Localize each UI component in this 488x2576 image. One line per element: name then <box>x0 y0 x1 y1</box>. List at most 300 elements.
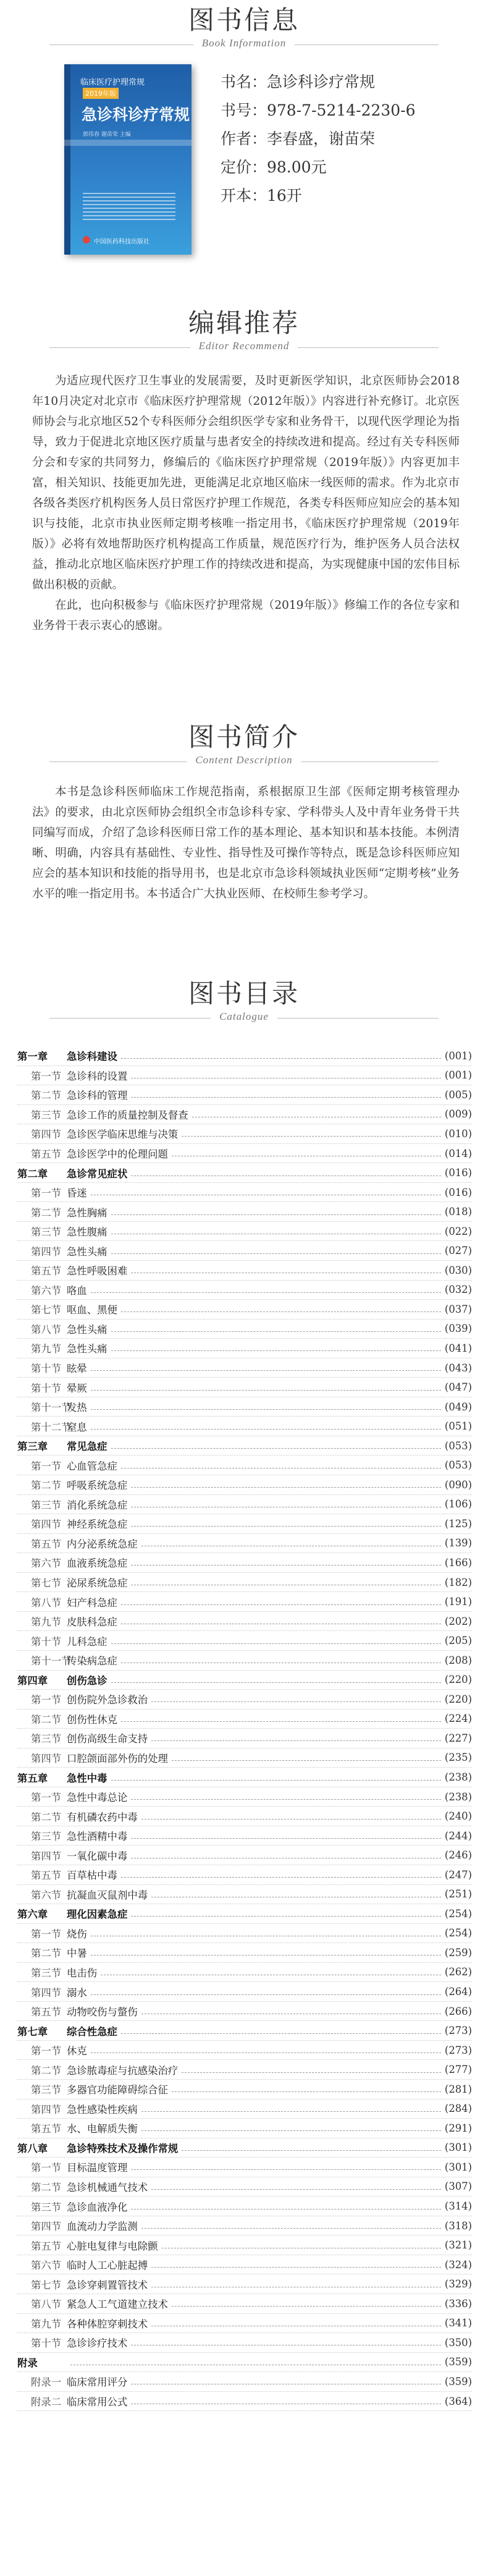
toc-page-number: (032) <box>444 1284 472 1296</box>
toc-page-number: (018) <box>444 1206 472 1218</box>
toc-number: 第六节 <box>31 1557 62 1570</box>
toc-number: 附录一 <box>31 2376 62 2389</box>
toc-number: 第四节 <box>31 1986 62 1999</box>
toc-number: 第一节 <box>31 1792 62 1804</box>
toc-number: 第五节 <box>31 2006 62 2019</box>
info-author: 作者：李春盛，谢苗荣 <box>221 130 376 148</box>
toc-number: 第五节 <box>31 1265 62 1277</box>
catalogue-header <box>0 980 488 1028</box>
toc-leader <box>111 1233 441 1234</box>
toc-leader <box>131 2169 441 2170</box>
content-title: 图书简介 <box>188 722 300 752</box>
toc-section-row <box>17 1807 472 1826</box>
toc-section-row <box>17 1202 472 1222</box>
toc-number: 第五节 <box>31 1538 62 1550</box>
toc-section-row <box>17 1845 472 1865</box>
toc-page-number: (227) <box>444 1732 472 1744</box>
toc-page-number: (254) <box>444 1927 472 1939</box>
toc-number: 第六节 <box>31 2260 62 2272</box>
book-info-subtitle: Book Information <box>201 37 287 49</box>
toc-leader <box>91 1428 441 1430</box>
toc-title: 急诊特殊技术及操作常规 <box>67 2142 179 2154</box>
toc-section-row <box>17 2099 472 2119</box>
toc-page-number: (139) <box>444 1537 472 1549</box>
toc-section-row <box>17 1281 472 1300</box>
toc-section-row <box>17 2235 472 2255</box>
toc-section-row <box>17 1553 472 1573</box>
toc-page-number: (291) <box>444 2122 472 2134</box>
toc-leader <box>121 1604 441 1605</box>
toc-chapter-row <box>17 1163 472 1183</box>
toc-page-number: (014) <box>444 1147 472 1159</box>
toc-leader <box>111 1331 441 1332</box>
toc-leader <box>91 1935 441 1936</box>
toc-leader <box>151 2266 441 2268</box>
toc-number: 第四节 <box>31 1519 62 1531</box>
toc-leader <box>121 1057 441 1059</box>
toc-title: 儿科急症 <box>67 1635 107 1648</box>
toc-chapter-row <box>17 1768 472 1787</box>
toc-chapter-row <box>17 1046 472 1066</box>
toc-leader <box>111 1350 441 1351</box>
toc-page-number: (277) <box>444 2064 472 2076</box>
toc-page-number: (182) <box>444 1576 472 1588</box>
toc-page-number: (106) <box>444 1498 472 1510</box>
toc-title: 心血管急症 <box>67 1460 117 1472</box>
toc-title: 急诊科的管理 <box>67 1090 128 1102</box>
toc-number: 第十二节 <box>31 1421 72 1433</box>
toc-leader <box>131 1506 441 1507</box>
toc-number: 第五节 <box>31 2240 62 2252</box>
toc-number: 第二节 <box>31 2064 62 2077</box>
editor-header <box>0 309 488 357</box>
toc-number: 第三节 <box>31 1967 62 1979</box>
toc-section-row <box>17 2294 472 2314</box>
toc-page-number: (264) <box>444 1986 472 1998</box>
toc-leader <box>131 1525 441 1527</box>
toc-section-row <box>17 1943 472 1963</box>
toc-section-row <box>17 1300 472 1320</box>
toc-number: 第六章 <box>17 1909 48 1921</box>
toc-page-number: (037) <box>444 1303 472 1315</box>
toc-page-number: (224) <box>444 1713 472 1725</box>
cover-authors: 郭伟春 谢苗荣 主编 <box>83 132 131 138</box>
book-info-list <box>221 68 416 210</box>
toc-section-row <box>17 1455 472 1475</box>
toc-section-row <box>17 1748 472 1768</box>
toc-number: 第三节 <box>31 1733 62 1745</box>
toc-page-number: (027) <box>444 1245 472 1257</box>
toc-leader <box>141 2130 441 2131</box>
toc-chapter-row <box>17 1436 472 1456</box>
toc-page-number: (053) <box>444 1439 472 1452</box>
cover-series: 临床医疗护理常规 <box>80 78 145 87</box>
toc-leader <box>182 1135 441 1137</box>
toc-title: 临时人工心脏起搏 <box>67 2260 148 2272</box>
toc-leader <box>141 2013 441 2014</box>
toc-section-row <box>17 1690 472 1710</box>
toc-section-row <box>17 1085 472 1105</box>
toc-number: 第十节 <box>31 2337 62 2350</box>
toc-leader <box>131 1799 441 1800</box>
toc-page-number: (301) <box>444 2161 472 2173</box>
toc-title: 急性呼吸困难 <box>67 1265 128 1277</box>
toc-title: 创伤院外急诊救治 <box>67 1694 148 1706</box>
content-subtitle: Content Description <box>195 754 293 766</box>
toc-section-row <box>17 1222 472 1242</box>
toc-page-number: (016) <box>444 1186 472 1198</box>
cover-title: 急诊科诊疗常规 <box>82 106 190 124</box>
toc-number: 第二节 <box>31 1947 62 1960</box>
toc-title: 晕厥 <box>67 1382 87 1394</box>
toc-page-number: (301) <box>444 2142 472 2154</box>
toc-leader <box>131 1837 441 1839</box>
toc-leader <box>172 1155 441 1156</box>
toc-number: 第一章 <box>17 1051 48 1063</box>
toc-page-number: (254) <box>444 1907 472 1920</box>
toc-page-number: (359) <box>444 2356 472 2368</box>
toc-section-row <box>17 1495 472 1515</box>
toc-leader <box>111 1214 441 1215</box>
toc-section-row <box>17 2060 472 2080</box>
info-format: 开本：16开 <box>221 187 302 205</box>
toc-leader <box>151 1896 441 1897</box>
toc-number: 第四节 <box>31 1850 62 1862</box>
toc-section-row <box>17 2314 472 2334</box>
toc-leader <box>131 2383 441 2384</box>
editor-recommend-text <box>32 371 460 636</box>
info-title: 书名：急诊科诊疗常规 <box>221 73 376 91</box>
toc-number: 附录 <box>17 2357 38 2369</box>
toc-number: 第九节 <box>31 1343 62 1355</box>
toc-title: 水、电解质失衡 <box>67 2123 138 2135</box>
toc-leader <box>172 2091 441 2092</box>
toc-title: 神经系统急症 <box>67 1519 128 1531</box>
toc-page-number: (010) <box>444 1127 472 1140</box>
toc-number: 第一节 <box>31 1070 62 1082</box>
toc-leader <box>151 1701 441 1702</box>
toc-page-number: (043) <box>444 1362 472 1374</box>
toc-section-row <box>17 2158 472 2177</box>
toc-number: 第七章 <box>17 2025 48 2038</box>
toc-title: 理化因素急症 <box>67 1909 128 1921</box>
toc-page-number: (318) <box>444 2219 472 2232</box>
toc-number: 第八节 <box>31 1323 62 1336</box>
toc-number: 第四节 <box>31 1129 62 1141</box>
info-isbn: 书号：978-7-5214-2230-6 <box>221 101 416 119</box>
toc-title: 急诊科的设置 <box>67 1070 128 1082</box>
catalogue-subtitle: Catalogue <box>219 1010 269 1023</box>
toc-number: 第三节 <box>31 1831 62 1843</box>
toc-section-row <box>17 2177 472 2197</box>
toc-chapter-row <box>17 1904 472 1924</box>
toc-title: 临床常用公式 <box>67 2396 128 2408</box>
toc-number: 第四节 <box>31 1752 62 1765</box>
toc-title: 咯血 <box>67 1284 87 1297</box>
toc-title: 血液系统急症 <box>67 1557 128 1570</box>
toc-leader <box>121 1623 441 1624</box>
toc-title: 急诊诊疗技术 <box>67 2337 128 2350</box>
toc-page-number: (053) <box>444 1459 472 1472</box>
toc-number: 第五节 <box>31 1148 62 1160</box>
toc-title: 泌尿系统急症 <box>67 1577 128 1590</box>
toc-number: 第二章 <box>17 1167 48 1180</box>
toc-page-number: (202) <box>444 1615 472 1627</box>
toc-title: 急性腹痛 <box>67 1226 107 1239</box>
book-info-header <box>0 6 488 54</box>
toc-page-number: (329) <box>444 2278 472 2290</box>
toc-title: 多器官功能障碍综合征 <box>67 2084 168 2096</box>
toc-section-row <box>17 2197 472 2216</box>
toc-title: 有机磷农药中毒 <box>67 1811 138 1823</box>
toc-section-row <box>17 2274 472 2294</box>
toc-leader <box>121 2033 441 2034</box>
toc-number: 第八节 <box>31 1596 62 1609</box>
toc-number: 第七节 <box>31 2279 62 2291</box>
toc-number: 附录二 <box>31 2396 62 2408</box>
cover-edition-badge: 2019年版 <box>83 88 119 99</box>
toc-number: 第十节 <box>31 1635 62 1648</box>
toc-section-row <box>17 1885 472 1905</box>
toc-title: 一氧化碳中毒 <box>67 1850 128 1862</box>
toc-title: 烧伤 <box>67 1928 87 1940</box>
toc-title: 传染病急症 <box>67 1655 117 1667</box>
content-description-text <box>32 782 460 904</box>
toc-leader <box>91 1292 441 1293</box>
toc-title: 急性头痛 <box>67 1343 107 1355</box>
toc-page-number: (016) <box>444 1167 472 1179</box>
toc-leader <box>121 1876 441 1878</box>
toc-number: 第一节 <box>31 2045 62 2057</box>
toc-page-number: (090) <box>444 1478 472 1491</box>
toc-section-row <box>17 1651 472 1671</box>
toc-leader <box>131 2344 441 2345</box>
toc-title: 急诊穿刺置管技术 <box>67 2279 148 2291</box>
content-header <box>0 723 488 771</box>
toc-title: 急诊血液净化 <box>67 2201 128 2213</box>
toc-number: 第一节 <box>31 1694 62 1706</box>
toc-leader <box>121 1467 441 1468</box>
toc-page-number: (246) <box>444 1849 472 1862</box>
toc-leader <box>141 2111 441 2112</box>
toc-title: 心脏电复律与电除颤 <box>67 2240 158 2252</box>
toc-number: 第一节 <box>31 1928 62 1940</box>
cover-publisher: 中国医药科技出版社 <box>94 239 149 245</box>
toc-section-row <box>17 2333 472 2353</box>
toc-section-row <box>17 1358 472 1378</box>
toc-leader <box>91 2052 441 2053</box>
toc-page-number: (191) <box>444 1596 472 1608</box>
toc-section-row <box>17 2392 472 2412</box>
toc-leader <box>111 1779 441 1781</box>
toc-page-number: (166) <box>444 1556 472 1569</box>
toc-section-row <box>17 2372 472 2392</box>
toc-section-row <box>17 1787 472 1807</box>
toc-leader <box>91 1194 441 1195</box>
toc-page-number: (336) <box>444 2297 472 2310</box>
toc-leader <box>121 1721 441 1722</box>
toc-title: 昏迷 <box>67 1187 87 1200</box>
toc-section-row <box>17 1924 472 1944</box>
toc-number: 第二节 <box>31 1090 62 1102</box>
toc-page-number: (240) <box>444 1810 472 1823</box>
toc-leader <box>111 1253 441 1254</box>
table-of-contents <box>17 1046 472 2411</box>
toc-page-number: (030) <box>444 1264 472 1276</box>
toc-leader <box>151 1740 441 1741</box>
book-info-title: 图书信息 <box>188 5 300 35</box>
toc-number: 第二节 <box>31 1713 62 1726</box>
toc-page-number: (244) <box>444 1829 472 1842</box>
toc-page-number: (238) <box>444 1790 472 1803</box>
toc-section-row <box>17 1592 472 1612</box>
toc-leader <box>141 1818 441 1820</box>
toc-section-row <box>17 1475 472 1495</box>
toc-title: 百草枯中毒 <box>67 1870 117 1882</box>
toc-section-row <box>17 1514 472 1534</box>
toc-section-row <box>17 2002 472 2022</box>
toc-number: 第一节 <box>31 1460 62 1472</box>
toc-section-row <box>17 1320 472 1339</box>
toc-number: 第五节 <box>31 2123 62 2135</box>
toc-title: 急性酒精中毒 <box>67 1831 128 1843</box>
toc-section-row <box>17 1378 472 1397</box>
toc-leader <box>111 1682 441 1683</box>
toc-section-row <box>17 2119 472 2138</box>
toc-title: 急诊机械通气技术 <box>67 2181 148 2193</box>
toc-number: 第四节 <box>31 1245 62 1258</box>
toc-page-number: (359) <box>444 2375 472 2387</box>
toc-number: 第十节 <box>31 1382 62 1394</box>
toc-section-row <box>17 1417 472 1436</box>
toc-leader <box>182 2072 441 2073</box>
toc-section-row <box>17 1631 472 1651</box>
book-cover-image <box>64 64 191 255</box>
toc-page-number: (284) <box>444 2103 472 2115</box>
toc-title: 急诊医学临床思维与决策 <box>67 1129 179 1141</box>
toc-leader <box>121 1311 441 1312</box>
toc-page-number: (235) <box>444 1752 472 1764</box>
toc-page-number: (009) <box>444 1108 472 1121</box>
toc-leader <box>131 1096 441 1098</box>
toc-page-number: (273) <box>444 2044 472 2056</box>
toc-title: 呕血、黑便 <box>67 1304 117 1316</box>
toc-leader <box>91 1994 441 1995</box>
toc-number: 第六节 <box>31 1284 62 1297</box>
toc-title: 发热 <box>67 1402 87 1414</box>
toc-title: 创伤急诊 <box>67 1674 107 1687</box>
toc-leader <box>131 1077 441 1078</box>
toc-page-number: (005) <box>444 1088 472 1101</box>
toc-page-number: (341) <box>444 2317 472 2329</box>
paragraph: 为适应现代医疗卫生事业的发展需要，及时更新医学知识，北京医师协会2018年10月决定对北京市《临床医疗护理常规（2012年版）》内容进行补充修订。北京医师协会与北京地区52个专科医师分会组织医学专家和业务骨干，以现代医学理论为指导，致力于促进北京地区医疗质量与患者安全的持续改进和提高。经过有关专科医师分会和专家的共同努力，修编后的《临床医疗护理常规（2019年版）》内容更加丰富，相关知识、技能更加先进，更能满足北京地区临床一线医师的需求。作为北京市各级各类医疗机构医务人员日常医疗护理工作规范，各类专科医师应知应会的基本知识与技能，北京市执业医师定期考核唯一指定用书，《临床医疗护理常规（2019年版）》必将有效地帮助医疗机构提高工作质量，规范医疗行为，维护医务人员合法权益，推动北京地区临床医疗护理工作的持续改进和提高，为实现健康中国的宏伟目标做出积极的贡献。 <box>32 375 460 591</box>
toc-leader <box>91 1409 441 1410</box>
toc-number: 第七节 <box>31 1304 62 1316</box>
toc-leader <box>182 2150 441 2151</box>
toc-title: 内分泌系统急症 <box>67 1538 138 1550</box>
toc-section-row <box>17 1105 472 1125</box>
toc-page-number: (314) <box>444 2200 472 2213</box>
toc-page-number: (262) <box>444 1966 472 1978</box>
toc-title: 急性中毒总论 <box>67 1792 128 1804</box>
toc-page-number: (259) <box>444 1946 472 1959</box>
toc-number: 第四章 <box>17 1674 48 1687</box>
toc-section-row <box>17 1183 472 1203</box>
toc-leader <box>131 2208 441 2210</box>
toc-title: 中暑 <box>67 1947 87 1960</box>
toc-page-number: (324) <box>444 2258 472 2271</box>
toc-section-row <box>17 1612 472 1632</box>
toc-number: 第一节 <box>31 2162 62 2174</box>
toc-chapter-row <box>17 2353 472 2373</box>
toc-page-number: (251) <box>444 1888 472 1900</box>
toc-title: 急性胸痛 <box>67 1206 107 1219</box>
toc-section-row <box>17 1397 472 1417</box>
toc-leader <box>111 1643 441 1644</box>
toc-leader <box>151 2286 441 2287</box>
toc-section-row <box>17 1339 472 1358</box>
toc-section-row <box>17 2080 472 2099</box>
toc-section-row <box>17 1241 472 1261</box>
toc-leader <box>172 1760 441 1761</box>
toc-page-number: (238) <box>444 1771 472 1783</box>
toc-page-number: (307) <box>444 2180 472 2193</box>
toc-number: 第七节 <box>31 1577 62 1590</box>
toc-page-number: (022) <box>444 1225 472 1237</box>
toc-number: 第十一节 <box>31 1655 72 1667</box>
toc-number: 第四节 <box>31 2103 62 2116</box>
toc-leader <box>131 1564 441 1566</box>
toc-title: 呼吸系统急症 <box>67 1480 128 1492</box>
toc-title: 眩晕 <box>67 1363 87 1375</box>
toc-leader <box>131 1175 441 1176</box>
editor-subtitle: Editor Recommend <box>198 340 290 352</box>
toc-number: 第九节 <box>31 2318 62 2330</box>
toc-page-number: (047) <box>444 1381 472 1394</box>
toc-page-number: (001) <box>444 1049 472 1062</box>
toc-leader <box>151 2188 441 2190</box>
toc-leader <box>172 2305 441 2307</box>
toc-section-row <box>17 2041 472 2061</box>
toc-title: 急诊科建设 <box>67 1051 117 1063</box>
toc-section-row <box>17 1534 472 1554</box>
toc-number: 第五章 <box>17 1772 48 1784</box>
toc-page-number: (220) <box>444 1693 472 1705</box>
toc-number: 第一节 <box>31 1187 62 1200</box>
toc-page-number: (039) <box>444 1323 472 1335</box>
toc-page-number: (041) <box>444 1342 472 1354</box>
toc-title: 急诊常见症状 <box>67 1167 128 1180</box>
toc-leader <box>70 2364 441 2365</box>
toc-number: 第六节 <box>31 1889 62 1901</box>
toc-page-number: (220) <box>444 1674 472 1686</box>
toc-number: 第三节 <box>31 2201 62 2213</box>
toc-page-number: (001) <box>444 1069 472 1082</box>
toc-chapter-row <box>17 2138 472 2158</box>
toc-title: 急诊医学中的伦理问题 <box>67 1148 168 1160</box>
toc-section-row <box>17 1573 472 1593</box>
toc-leader <box>91 1389 441 1391</box>
toc-leader <box>192 1116 441 1117</box>
toc-page-number: (208) <box>444 1654 472 1666</box>
toc-section-row <box>17 1963 472 1983</box>
toc-leader <box>111 1447 441 1449</box>
toc-page-number: (205) <box>444 1635 472 1647</box>
toc-title: 休克 <box>67 2045 87 2057</box>
toc-title: 窒息 <box>67 1421 87 1433</box>
toc-leader <box>101 1974 441 1975</box>
toc-title: 临床常用评分 <box>67 2376 128 2389</box>
